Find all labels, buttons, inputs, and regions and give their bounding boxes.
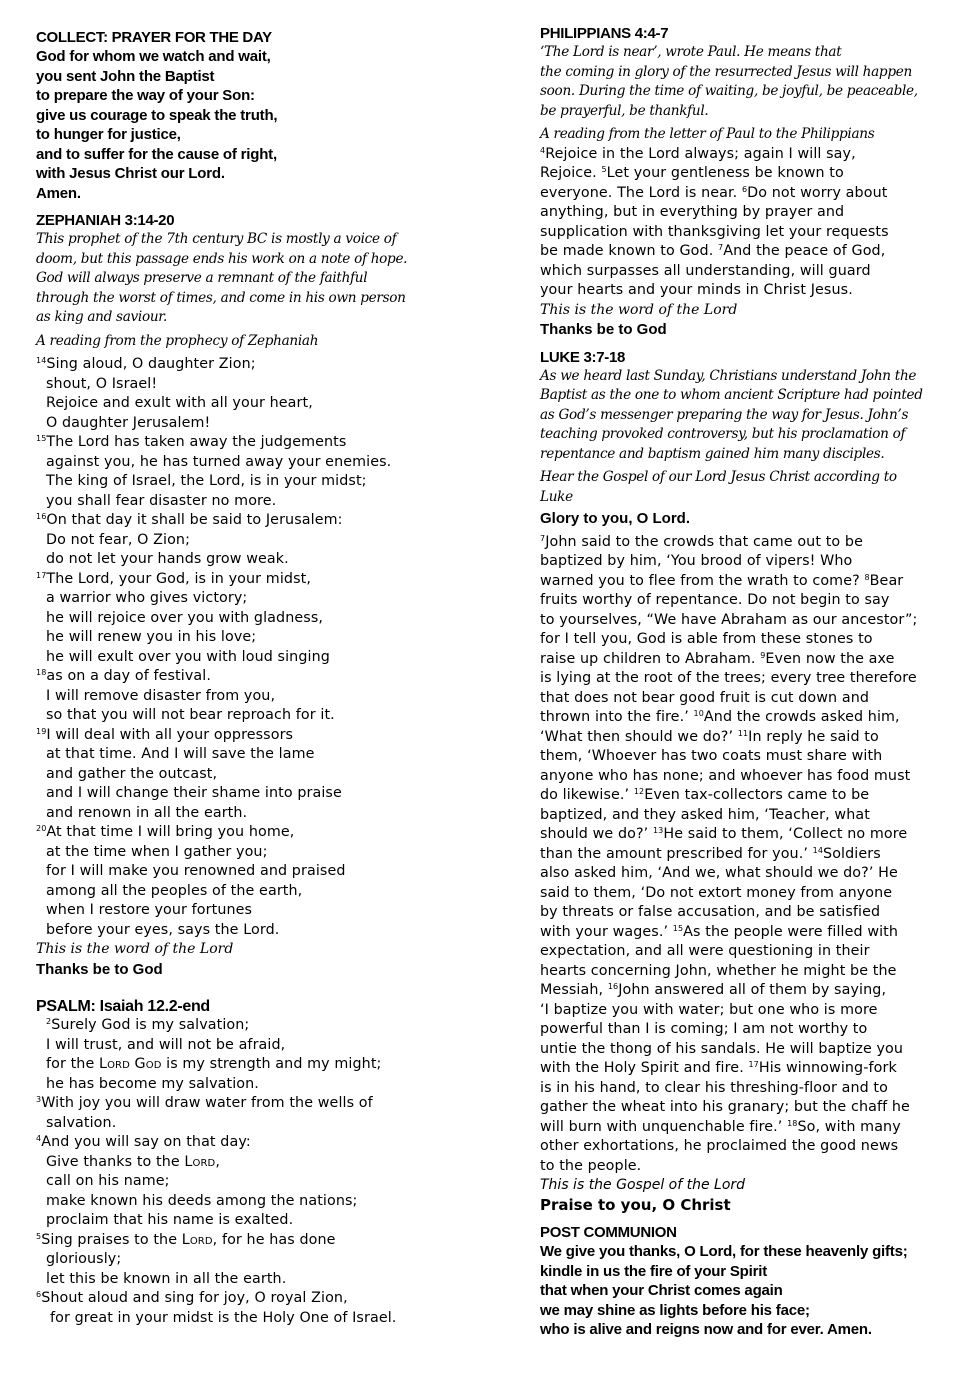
verse-text: a warrior who gives victory; bbox=[46, 590, 248, 606]
intro-line: As we heard last Sunday, Christians understand John the bbox=[540, 367, 917, 384]
intro-line: ‘The Lord is near’, wrote Paul. He means that bbox=[540, 44, 842, 60]
text-line bbox=[540, 572, 960, 592]
text-segment: should we do?’ bbox=[540, 826, 653, 842]
text-line bbox=[540, 223, 960, 243]
verse-line bbox=[36, 862, 476, 882]
verse-number: 14 bbox=[36, 356, 47, 365]
text-line bbox=[540, 845, 960, 865]
verse-text: O daughter Jerusalem! bbox=[46, 414, 211, 431]
text-line bbox=[540, 164, 960, 184]
text-line bbox=[540, 1001, 960, 1021]
text-segment: said to them, ‘Do not extort money from anyone bbox=[540, 884, 893, 901]
verse-text: when I restore your fortunes bbox=[46, 902, 253, 918]
text-line bbox=[540, 281, 960, 301]
text-segment: fruits worthy of repentance. Do not begin to say bbox=[540, 592, 890, 608]
verse-number: 8 bbox=[864, 572, 870, 582]
zephaniah-response-bold: Thanks be to God bbox=[36, 960, 163, 978]
verse-text: so that you will not bear reproach for it. bbox=[46, 707, 335, 723]
psalm-heading: PSALM: Isaiah 12.2-end bbox=[36, 998, 210, 1015]
text-line bbox=[540, 1020, 960, 1040]
luke-section bbox=[540, 348, 960, 1216]
verse-line bbox=[36, 550, 476, 570]
prayer-line: Amen. bbox=[36, 184, 81, 202]
verse-line bbox=[36, 667, 476, 687]
post-communion-section bbox=[540, 1223, 960, 1340]
text-segment: by threats or false accusation, and be satisfied bbox=[540, 904, 881, 920]
verse-line bbox=[36, 687, 476, 707]
verse-text: and renown in all the earth. bbox=[46, 804, 248, 821]
text-line bbox=[540, 747, 960, 767]
verse-line: for great in your midst is the Holy One of Israel. bbox=[50, 1309, 397, 1326]
verse-line bbox=[36, 609, 476, 629]
intro-line: as king and saviour. bbox=[36, 309, 168, 325]
verse-line bbox=[36, 394, 476, 414]
verse-text: before your eyes, says the Lord. bbox=[46, 921, 280, 938]
verse-line: Give thanks to the Lord, bbox=[46, 1153, 220, 1170]
verse-line: gloriously; bbox=[46, 1251, 122, 1267]
intro-line: Hear the Gospel of our Lord Jesus Christ according to bbox=[540, 469, 897, 485]
text-segment: everyone. The Lord is near. bbox=[540, 184, 742, 201]
verse-line bbox=[36, 823, 476, 843]
text-line bbox=[540, 884, 960, 904]
text-line bbox=[540, 1040, 960, 1060]
text-segment: will burn with unquenchable fire.’ bbox=[540, 1118, 788, 1135]
luke-intro bbox=[540, 367, 960, 465]
verse-number: 4 bbox=[540, 145, 546, 155]
verse-number: 19 bbox=[36, 726, 47, 736]
verse-line bbox=[36, 921, 476, 941]
verse-line: proclaim that his name is exalted. bbox=[46, 1212, 294, 1228]
verse-number: 17 bbox=[748, 1060, 759, 1069]
text-segment: thrown into the fire.’ bbox=[540, 709, 694, 725]
text-segment: powerful than I is coming; I am not worthy to bbox=[540, 1021, 868, 1037]
verse-line: $^2$Surely God is my salvation; bbox=[46, 1017, 250, 1033]
text-segment: them, ‘Whoever has two coats must share with bbox=[540, 748, 883, 764]
verse-line bbox=[36, 414, 476, 434]
verse-line bbox=[36, 355, 476, 375]
verse-text: On that day it shall be said to Jerusalem: bbox=[46, 512, 343, 528]
text-segment: is lying at the root of the trees; every tree therefore bbox=[540, 670, 917, 686]
verse-line bbox=[36, 706, 476, 726]
text-segment: John answered all of them by saying, bbox=[618, 982, 887, 998]
verse-line bbox=[36, 882, 476, 902]
verse-line bbox=[36, 784, 476, 804]
verse-number: 3 bbox=[36, 1095, 42, 1104]
luke-heading: LUKE 3:7-18 bbox=[540, 348, 626, 366]
intro-line: soon. During the time of waiting, be joyful, be peaceable, bbox=[540, 83, 918, 99]
verse-number: 6 bbox=[36, 1290, 42, 1299]
verse-number: 12 bbox=[633, 787, 645, 796]
text-segment: Bear bbox=[869, 572, 904, 589]
text-segment: ‘I baptize you with water; but one who is more bbox=[540, 1001, 878, 1018]
philippians-reading-intro: A reading from the letter of Paul to the Philippians bbox=[540, 126, 875, 142]
verse-line bbox=[36, 589, 476, 609]
text-line bbox=[540, 806, 960, 826]
text-line bbox=[540, 630, 960, 650]
verse-text: I will deal with all your oppressors bbox=[46, 726, 294, 743]
verse-number: 20 bbox=[36, 824, 47, 833]
verse-number: 10 bbox=[693, 709, 704, 718]
philippians-text bbox=[540, 145, 960, 301]
text-segment: than the amount prescribed for you.’ bbox=[540, 845, 813, 862]
luke-reading-intro bbox=[540, 468, 960, 507]
text-segment: anything, but in everything by prayer and bbox=[540, 204, 845, 220]
prayer-line: who is alive and reigns now and for ever. Amen. bbox=[540, 1321, 872, 1338]
verse-line bbox=[36, 472, 476, 492]
verse-line bbox=[36, 570, 476, 590]
text-segment: which surpasses all understanding, will guard bbox=[540, 262, 871, 279]
prayer-line: give us courage to speak the truth, bbox=[36, 106, 278, 124]
verse-text: do not let your hands grow weak. bbox=[46, 551, 289, 567]
intro-line: through the worst of times, and come in his own person bbox=[36, 289, 406, 306]
verse-text: against you, he has turned away your enemies. bbox=[46, 453, 392, 470]
text-segment: other exhortations, he proclaimed the good news bbox=[540, 1138, 899, 1154]
prayer-line: kindle in us the fire of your Spirit bbox=[540, 1262, 767, 1280]
verse-number: 5 bbox=[36, 1231, 42, 1241]
text-line bbox=[540, 864, 960, 884]
text-line bbox=[540, 1137, 960, 1157]
text-line bbox=[540, 981, 960, 1001]
text-segment: In reply he said to bbox=[748, 728, 879, 745]
psalm-section bbox=[36, 997, 476, 1328]
post-communion-prayer bbox=[540, 1242, 960, 1340]
text-line bbox=[540, 786, 960, 806]
verse-text: shout, O Israel! bbox=[46, 375, 158, 392]
prayer-line: and to suffer for the cause of right, bbox=[36, 145, 277, 163]
text-segment: is in his hand, to clear his threshing-floor and to bbox=[540, 1079, 888, 1096]
text-line bbox=[540, 611, 960, 631]
verse-number: 7 bbox=[540, 533, 546, 543]
prayer-line: to prepare the way of your Son: bbox=[36, 87, 255, 104]
verse-text: and gather the outcast, bbox=[46, 765, 218, 782]
psalm-verses bbox=[36, 1016, 476, 1328]
verse-number: 2 bbox=[46, 1017, 52, 1026]
verse-number: 18 bbox=[36, 668, 47, 677]
verse-line: call on his name; bbox=[46, 1173, 170, 1189]
verse-number: 16 bbox=[36, 512, 47, 521]
text-line bbox=[540, 1118, 960, 1138]
verse-text: Rejoice and exult with all your heart, bbox=[46, 395, 313, 411]
text-line bbox=[540, 669, 960, 689]
verse-text: Do not fear, O Zion; bbox=[46, 531, 191, 548]
text-line bbox=[540, 825, 960, 845]
verse-number: 14 bbox=[812, 845, 824, 855]
intro-line: the coming in glory of the resurrected Jesus will happen bbox=[540, 63, 912, 80]
text-line bbox=[540, 923, 960, 943]
prayer-line: with Jesus Christ our Lord. bbox=[36, 165, 225, 182]
verse-text: The king of Israel, the Lord, is in your midst; bbox=[46, 473, 367, 489]
verse-text: The Lord has taken away the judgements bbox=[46, 434, 347, 450]
text-segment: do likewise.’ bbox=[540, 787, 634, 803]
text-segment: As the people were filled with bbox=[683, 923, 899, 940]
prayer-line: We give you thanks, O Lord, for these heavenly gifts; bbox=[540, 1243, 908, 1260]
verse-text: he will renew you in his love; bbox=[46, 629, 257, 645]
verse-line bbox=[36, 843, 476, 863]
text-segment: baptized by him, ‘You brood of vipers! Who bbox=[540, 553, 853, 569]
verse-line bbox=[36, 433, 476, 453]
verse-line: let this be known in all the earth. bbox=[46, 1270, 287, 1287]
text-line bbox=[540, 145, 960, 165]
verse-number: 5 bbox=[601, 165, 607, 174]
verse-line bbox=[36, 492, 476, 512]
verse-number: 7 bbox=[718, 243, 724, 252]
text-line bbox=[540, 767, 960, 787]
text-line bbox=[540, 262, 960, 282]
collect-heading: COLLECT: PRAYER FOR THE DAY bbox=[36, 29, 272, 46]
intro-line: God will always preserve a remnant of the faithful bbox=[36, 270, 368, 286]
prayer-line: you sent John the Baptist bbox=[36, 67, 215, 85]
verse-text: At that time I will bring you home, bbox=[46, 824, 295, 840]
philippians-response-italic: This is the word of the Lord bbox=[540, 301, 738, 318]
verse-text: I will remove disaster from you, bbox=[46, 687, 276, 704]
text-segment: Even tax-collectors came to be bbox=[644, 787, 870, 803]
zephaniah-section bbox=[36, 211, 476, 979]
text-line bbox=[540, 1098, 960, 1118]
verse-text: The Lord, your God, is in your midst, bbox=[46, 570, 311, 587]
verse-number: 13 bbox=[652, 826, 664, 835]
text-segment: baptized, and they asked him, ‘Teacher, what bbox=[540, 806, 870, 823]
verse-text: at that time. And I will save the lame bbox=[46, 746, 315, 762]
verse-text: he will rejoice over you with gladness, bbox=[46, 609, 324, 626]
left-column bbox=[36, 28, 476, 1328]
verse-number: 4 bbox=[36, 1134, 42, 1143]
prayer-line: to hunger for justice, bbox=[36, 126, 181, 143]
text-line bbox=[540, 242, 960, 262]
verse-number: 16 bbox=[607, 982, 619, 991]
verse-line: $^3$With joy you will draw water from the wells of bbox=[36, 1095, 373, 1111]
post-communion-heading: POST COMMUNION bbox=[540, 1224, 677, 1241]
text-segment: Do not worry about bbox=[747, 184, 888, 201]
philippians-response-bold: Thanks be to God bbox=[540, 321, 667, 338]
verse-line: for the Lord God is my strength and my might; bbox=[46, 1056, 382, 1072]
text-line bbox=[540, 591, 960, 611]
intro-line: as God’s messenger preparing the way for Jesus. John’s bbox=[540, 406, 909, 423]
verse-text: as on a day of festival. bbox=[46, 668, 211, 684]
text-segment: for I tell you, God is able from these stones to bbox=[540, 631, 873, 647]
luke-acclamation: Glory to you, O Lord. bbox=[540, 510, 690, 527]
text-segment: anyone who has none; and whoever has food must bbox=[540, 767, 911, 784]
text-segment: raise up children to Abraham. bbox=[540, 650, 761, 667]
verse-number: 11 bbox=[737, 728, 749, 738]
verse-number: 15 bbox=[672, 923, 684, 933]
verse-line bbox=[36, 453, 476, 473]
zephaniah-response-italic: This is the word of the Lord bbox=[36, 941, 234, 957]
text-segment: Rejoice. bbox=[540, 165, 602, 181]
intro-line: teaching provoked controversy, but his proclamation of bbox=[540, 426, 906, 442]
text-segment: John said to the crowds that came out to be bbox=[545, 533, 863, 550]
text-line bbox=[540, 942, 960, 962]
philippians-section bbox=[540, 24, 960, 340]
verse-line bbox=[36, 745, 476, 765]
text-line bbox=[540, 1059, 960, 1079]
verse-number: 9 bbox=[760, 650, 766, 660]
text-segment: that does not bear good fruit is cut down and bbox=[540, 689, 870, 706]
verse-number: 18 bbox=[787, 1118, 798, 1128]
zephaniah-verses bbox=[36, 355, 476, 940]
verse-line: he has become my salvation. bbox=[46, 1075, 259, 1092]
text-line bbox=[540, 1079, 960, 1099]
verse-line: $^6$Shout aloud and sing for joy, O royal Zion, bbox=[36, 1290, 348, 1306]
text-line bbox=[540, 533, 960, 553]
verse-number: 6 bbox=[741, 184, 748, 194]
verse-number: 17 bbox=[36, 570, 47, 580]
text-segment: gather the wheat into his granary; but the chaff he bbox=[540, 1099, 910, 1115]
text-segment: with the Holy Spirit and fire. bbox=[540, 1060, 749, 1076]
text-segment: warned you to flee from the wrath to come? bbox=[540, 572, 865, 589]
verse-text: you shall fear disaster no more. bbox=[46, 492, 277, 509]
verse-line: $^5$Sing praises to the Lord, for he has done bbox=[36, 1231, 336, 1248]
intro-line: repentance and baptism gained him many disciples. bbox=[540, 445, 885, 462]
luke-response-bold: Praise to you, O Christ bbox=[540, 1195, 731, 1214]
verse-line bbox=[36, 531, 476, 551]
text-line bbox=[540, 184, 960, 204]
verse-line bbox=[36, 765, 476, 785]
text-line bbox=[540, 962, 960, 982]
text-segment: Let your gentleness be known to bbox=[606, 165, 844, 181]
text-segment: to yourselves, “We have Abraham as our ancestor”; bbox=[540, 611, 918, 628]
text-segment: Soldiers bbox=[823, 845, 881, 862]
verse-line: salvation. bbox=[46, 1114, 117, 1131]
text-line bbox=[540, 1157, 960, 1177]
text-line bbox=[540, 650, 960, 670]
verse-line: make known his deeds among the nations; bbox=[46, 1192, 358, 1209]
text-segment: So, with many bbox=[797, 1118, 901, 1135]
zephaniah-intro bbox=[36, 230, 476, 328]
text-segment: Even now the axe bbox=[765, 650, 895, 667]
verse-line: I will trust, and will not be afraid, bbox=[46, 1036, 286, 1053]
text-segment: He said to them, ‘Collect no more bbox=[663, 826, 908, 842]
text-segment: your hearts and your minds in Christ Jesus. bbox=[540, 282, 853, 298]
prayer-line: God for whom we watch and wait, bbox=[36, 48, 271, 65]
verse-text: among all the peoples of the earth, bbox=[46, 882, 303, 899]
verse-text: he will exult over you with loud singing bbox=[46, 648, 330, 665]
luke-text bbox=[540, 533, 960, 1177]
philippians-heading: PHILIPPIANS 4:4-7 bbox=[540, 25, 669, 42]
verse-line bbox=[36, 804, 476, 824]
text-segment: expectation, and all were questioning in their bbox=[540, 943, 870, 959]
right-column bbox=[540, 25, 960, 1340]
verse-number: 15 bbox=[36, 434, 47, 443]
text-line bbox=[540, 903, 960, 923]
text-segment: hearts concerning John, whether he might be the bbox=[540, 962, 897, 979]
text-segment: be made known to God. bbox=[540, 243, 718, 259]
text-segment: to the people. bbox=[540, 1157, 642, 1174]
philippians-intro bbox=[540, 43, 960, 121]
prayer-line: we may shine as lights before his face; bbox=[540, 1301, 810, 1319]
intro-line: Baptist as the one to whom ancient Scripture had pointed bbox=[540, 387, 923, 403]
text-segment: And the crowds asked him, bbox=[703, 709, 900, 725]
verse-line bbox=[36, 375, 476, 395]
intro-line: This prophet of the 7th century BC is mostly a voice of bbox=[36, 231, 397, 247]
text-segment: Messiah, bbox=[540, 982, 608, 998]
intro-line: Luke bbox=[540, 488, 573, 505]
verse-line bbox=[36, 726, 476, 746]
text-line bbox=[540, 203, 960, 223]
intro-line: be prayerful, be thankful. bbox=[540, 102, 709, 119]
text-segment: untie the thong of his sandals. He will baptize you bbox=[540, 1040, 904, 1057]
verse-line bbox=[36, 648, 476, 668]
verse-text: for I will make you renowned and praised bbox=[46, 863, 346, 879]
intro-line: doom, but this passage ends his work on a note of hope. bbox=[36, 250, 408, 267]
text-segment: His winnowing-fork bbox=[758, 1060, 897, 1076]
verse-line bbox=[36, 901, 476, 921]
verse-text: Sing aloud, O daughter Zion; bbox=[46, 356, 256, 372]
verse-text: and I will change their shame into praise bbox=[46, 785, 342, 801]
verse-line: $^4$And you will say on that day: bbox=[36, 1134, 251, 1150]
zephaniah-reading-intro: A reading from the prophecy of Zephaniah bbox=[36, 332, 319, 349]
text-line bbox=[540, 728, 960, 748]
verse-text: at the time when I gather you; bbox=[46, 843, 268, 860]
prayer-line: that when your Christ comes again bbox=[540, 1282, 783, 1299]
text-segment: Rejoice in the Lord always; again I will say, bbox=[545, 145, 856, 162]
text-line bbox=[540, 552, 960, 572]
collect-prayer bbox=[36, 47, 476, 203]
collect-section bbox=[36, 28, 476, 203]
text-segment: supplication with thanksgiving let your requests bbox=[540, 223, 889, 240]
verse-line bbox=[36, 628, 476, 648]
text-line bbox=[540, 708, 960, 728]
text-segment: with your wages.’ bbox=[540, 923, 673, 940]
text-segment: ‘What then should we do?’ bbox=[540, 728, 738, 745]
verse-line bbox=[36, 511, 476, 531]
text-segment: And the peace of God, bbox=[723, 243, 886, 259]
text-line bbox=[540, 689, 960, 709]
zephaniah-heading: ZEPHANIAH 3:14-20 bbox=[36, 212, 175, 229]
text-segment: also asked him, ‘And we, what should we do?’ He bbox=[540, 865, 898, 881]
luke-response-italic: This is the Gospel of the Lord bbox=[540, 1177, 746, 1193]
